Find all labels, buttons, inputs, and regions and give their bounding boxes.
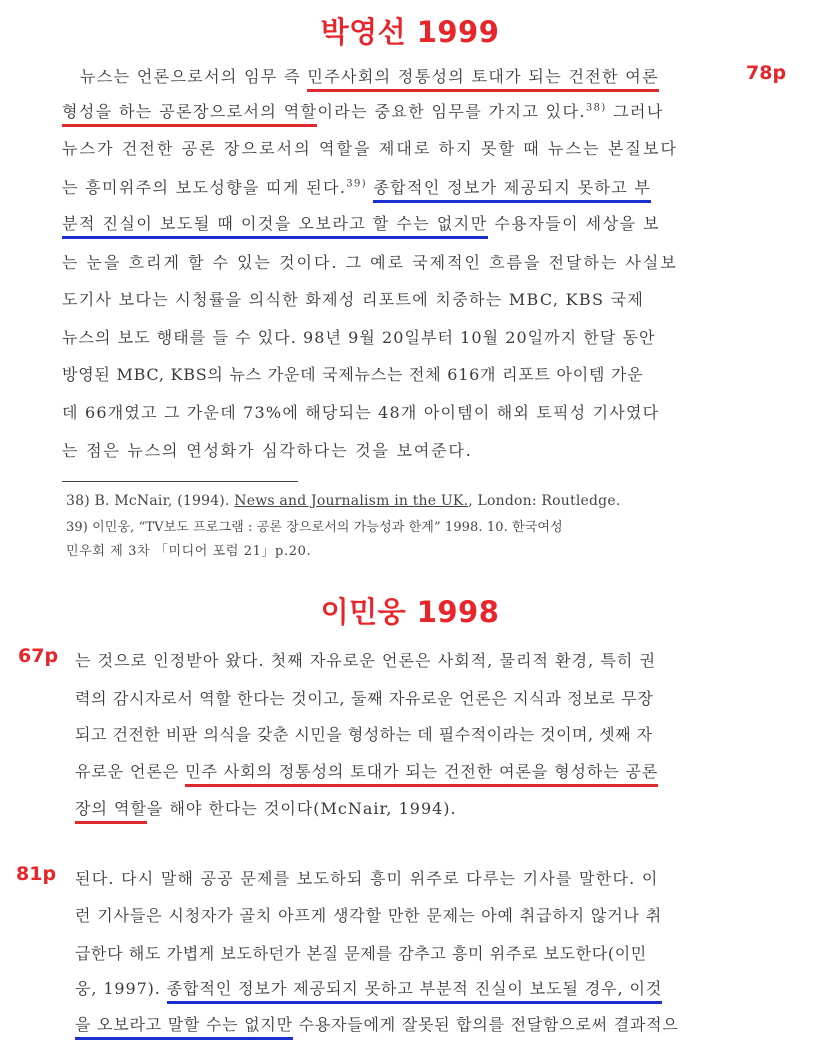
s1-line-2: [62, 99, 664, 122]
footnote-39-cont: [66, 540, 311, 559]
highlight-blue: 분적 진실이 보도될 때 이것을 오보라고 할 수는 없지만: [62, 214, 488, 239]
footnote-38: [66, 493, 620, 509]
s2-line-5: [75, 796, 457, 819]
text-span: 는 점은 뉴스의 연성화가 심각하다는 것을 보여준다.: [62, 441, 473, 460]
highlight-blue: 을 오보라고 말할 수는 없지만: [75, 1015, 293, 1040]
text-span: 유로운 언론은: [75, 762, 186, 781]
footnote-ref: 39): [346, 178, 367, 190]
s1-line-9: [62, 362, 643, 385]
text-span: 그러나: [606, 102, 664, 121]
text-span: 수용자들에게 잘못된 합의를 전달함으로써 결과적으: [292, 1015, 679, 1034]
s2-line-3: [75, 722, 653, 745]
text-span: 력의 감시자로서 역할 한다는 것이고, 둘째 자유로운 언론은 지식과 정보로 무장: [75, 689, 654, 708]
highlight-blue: 종합적인 정보가 제공되지 못하고 부: [373, 178, 651, 203]
text-span: 뉴스가 건전한 공론 장으로서의 역할을 제대로 하지 못할 때 뉴스는 본질보다: [62, 139, 679, 158]
text-span: 이라는 중요한 임무를 가지고 있다.: [317, 102, 586, 121]
text-span: 데 66개였고 그 가운데 73%에 해당되는 48개 아이템이 해외 토픽성 기사였다: [62, 403, 660, 422]
text-span: 도기사 보다는 시청률을 의식한 화제성 리포트에 치중하는 MBC, KBS 국제: [62, 290, 645, 309]
text-span: 된다. 다시 말해 공공 문제를 보도하되 흥미 위주로 다루는 기사를 말한다. 이: [75, 869, 659, 888]
s3-line-3: [75, 941, 647, 964]
s1-line-4: [62, 175, 651, 198]
s1-line-5: [62, 211, 660, 234]
text-span: 을 해야 한다는 것이다(McNair, 1994).: [146, 799, 457, 818]
s3-line-4: [75, 976, 662, 999]
footnote-39: [66, 516, 563, 535]
text-span: 39) 이민웅, “TV보도 프로그램 : 공론 장으로서의 가능성과 한계” 1998. 10. 한국여성: [66, 520, 563, 535]
s3-line-5: [75, 1012, 679, 1035]
s3-line-1: [75, 866, 659, 889]
text-span: 수용자들이 세상을 보: [487, 214, 661, 233]
text-span: 웅, 1997).: [75, 979, 167, 998]
text-span: , London: Routledge.: [468, 493, 621, 509]
s3-line-2: [75, 903, 662, 926]
text-span: 는 눈을 흐리게 할 수 있는 것이다. 그 예로 국제적인 흐름을 전달하는 사실보: [62, 253, 678, 272]
section3-page-number: 81p: [16, 863, 57, 885]
highlight-red: 민주사회의 정통성의 토대가 되는 건전한 여론: [307, 67, 659, 92]
highlight-red: 형성을 하는 공론장으로서의 역할: [62, 102, 317, 127]
footnote-ref: 38): [585, 102, 607, 114]
s1-line-10: [62, 400, 659, 423]
text-span: 는 흥미위주의 보도성향을 띠게 된다.: [62, 178, 347, 197]
s1-line-7: [62, 287, 644, 310]
section1-page-number: 78p: [746, 62, 787, 84]
s1-line-8: [62, 325, 655, 348]
s1-line-6: [62, 250, 678, 273]
text-span: 민우회 제 3차 「미디어 포럼 21」p.20.: [66, 544, 312, 559]
text-span: 급한다 해도 가볍게 보도하던가 본질 문제를 감추고 흥미 위주로 보도한다(이민: [75, 944, 647, 963]
s1-line-11: [62, 438, 473, 461]
s2-line-1: [75, 648, 656, 671]
text-span: 38) B. McNair, (1994).: [66, 493, 235, 509]
text-span: 방영된 MBC, KBS의 뉴스 가운데 국제뉴스는 전체 616개 리포트 아이템 가운: [62, 365, 644, 384]
highlight-red: 민주 사회의 정통성의 토대가 되는 건전한 여론을 형성하는 공론: [185, 762, 658, 787]
text-span: 되고 건전한 비판 의식을 갖춘 시민을 형성하는 데 필수적이라는 것이며, 셋째 자: [75, 725, 653, 744]
highlight-blue: 종합적인 정보가 제공되지 못하고 부분적 진실이 보도될 경우, 이것: [167, 979, 663, 1004]
highlight-red: 장의 역할: [75, 799, 147, 824]
text-span: 런 기사들은 시청자가 골치 아프게 생각할 만한 문제는 아예 취급하지 않거나 취: [75, 906, 663, 925]
s1-line-3: [62, 136, 678, 159]
footnote-divider: [62, 481, 298, 482]
section2-heading: 이민웅 1998: [320, 595, 500, 629]
s2-line-4: [75, 759, 658, 782]
s1-line-1: [80, 64, 659, 87]
text-span: 뉴스는 언론으로서의 임무 즉: [80, 67, 308, 86]
text-span: 는 것으로 인정받아 왔다. 첫째 자유로운 언론은 사회적, 물리적 환경, 특히 권: [75, 651, 657, 670]
s2-line-2: [75, 686, 654, 709]
section2-page-number: 67p: [18, 645, 59, 667]
section1-heading: 박영선 1999: [320, 15, 500, 49]
text-span: 뉴스의 보도 행태를 들 수 있다. 98년 9월 20일부터 10월 20일까지 한달 동안: [62, 328, 656, 347]
footnote-book-title: News and Journalism in the UK.: [234, 493, 469, 509]
